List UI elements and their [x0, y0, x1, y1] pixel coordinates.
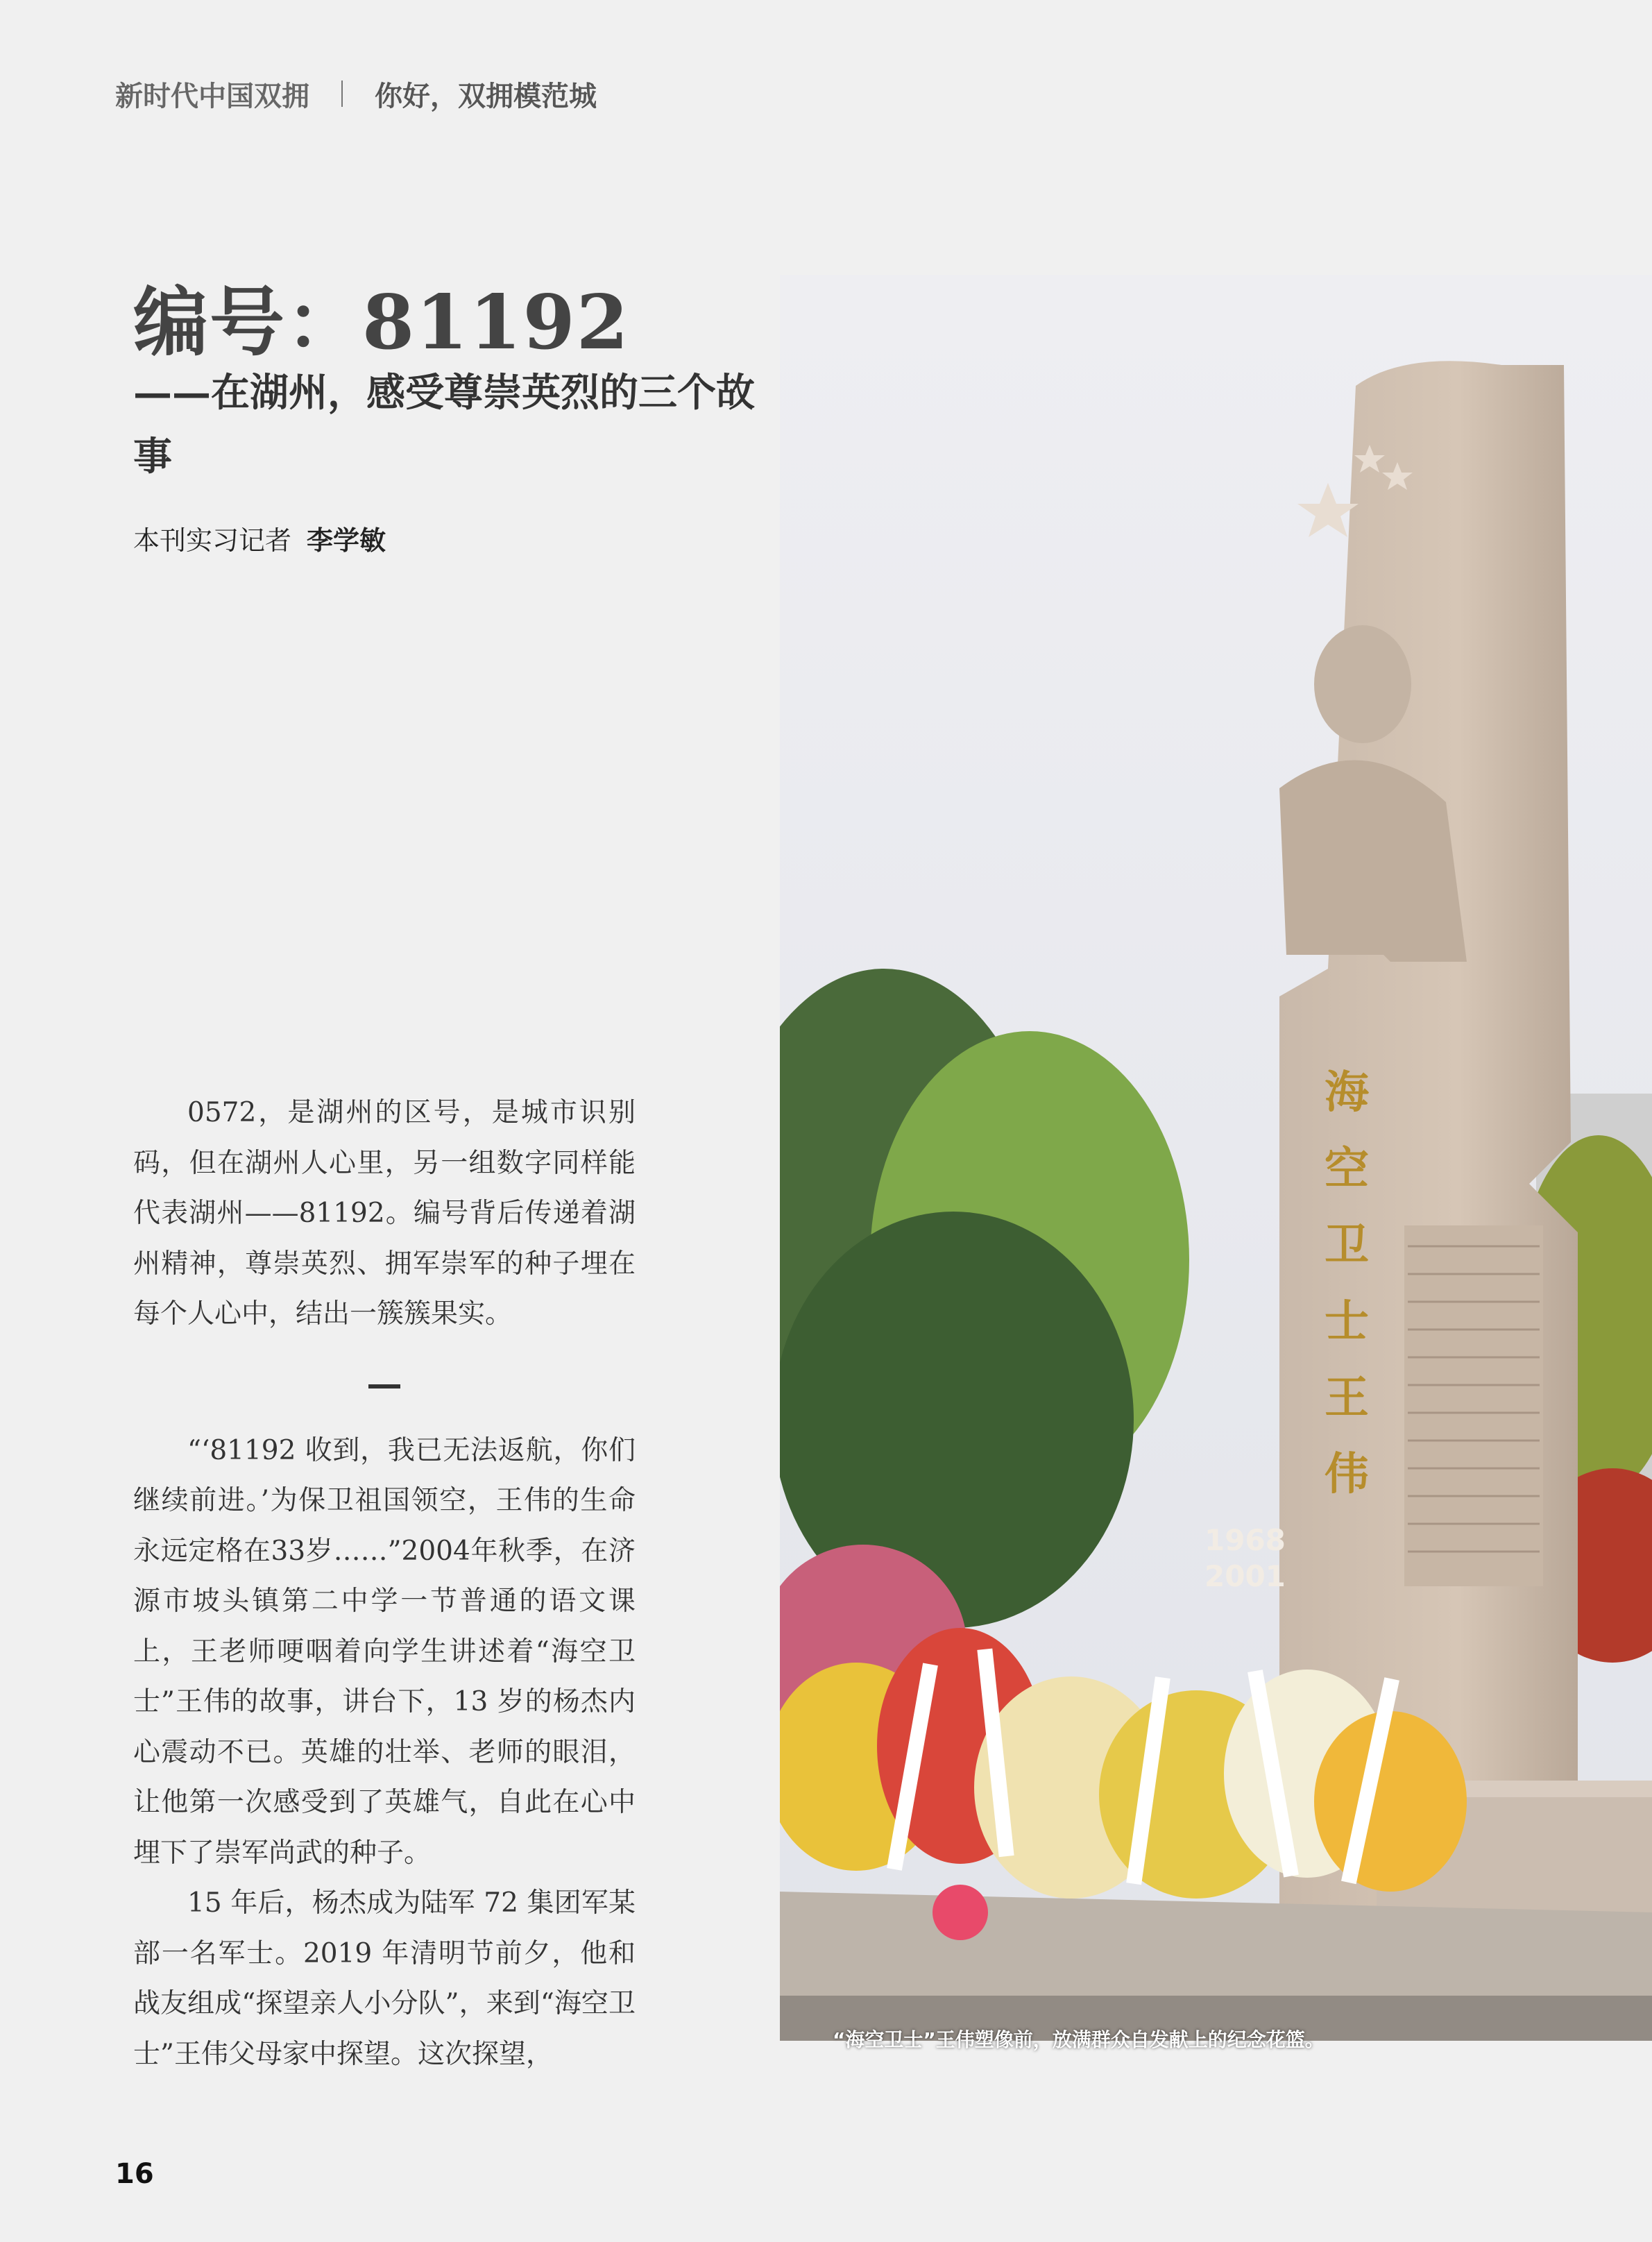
- svg-text:空: 空: [1325, 1143, 1369, 1195]
- svg-text:士: 士: [1325, 1296, 1369, 1348]
- svg-text:卫: 卫: [1325, 1219, 1369, 1271]
- header-section: 新时代中国双拥: [115, 80, 309, 112]
- svg-text:伟: 伟: [1325, 1448, 1369, 1500]
- svg-text:1968: 1968: [1204, 1523, 1286, 1557]
- section-number: [368, 1384, 400, 1388]
- article-subtitle: ——在湖州，感受尊崇英烈的三个故事: [133, 370, 755, 479]
- byline-label: 本刊实习记者: [133, 525, 292, 556]
- article-title: 编号：81192: [133, 279, 630, 366]
- body-paragraph: 15 年后，杨杰成为陆军 72 集团军某部一名军士。2019 年清明节前夕，他和战友组成“探望亲人小分队”，来到“海空卫士”王伟父母家中探望。这次探望，: [133, 1887, 636, 2070]
- svg-text:王: 王: [1325, 1372, 1369, 1424]
- byline-name: 李学敏: [307, 525, 386, 556]
- svg-text:2001: 2001: [1204, 1559, 1286, 1593]
- article-body: [133, 1088, 636, 2080]
- page-number: 16: [115, 2158, 154, 2190]
- body-paragraph: “‘81192 收到，我已无法返航，你们继续前进。’为保卫祖国领空，王伟的生命永远定格在33岁……”2004年秋季，在济源市坡头镇第二中学一节普通的语文课上，王老师哽咽着向学生讲述着“海空卫士”王伟的故事，讲台下，13 岁的杨杰内心震动不已。英雄的壮举、老师的眼泪，让他第一次感受到了英雄气，自此在心中埋下了崇军尚武的种子。: [133, 1434, 636, 1869]
- svg-text:海: 海: [1325, 1067, 1369, 1119]
- intro-paragraph: 0572，是湖州的区号，是城市识别码，但在湖州人心里，另一组数字同样能代表湖州——81192。编号背后传递着湖州精神，尊崇英烈、拥军崇军的种子埋在每个人心中，结出一簇簇果实。: [133, 1097, 636, 1330]
- header-subsection: 你好，双拥模范城: [375, 80, 597, 112]
- photo-caption: “海空卫士”王伟塑像前，放满群众自发献上的纪念花篮。: [833, 2028, 1325, 2051]
- header-divider: [341, 80, 343, 107]
- byline: [133, 519, 386, 557]
- running-header: [115, 69, 597, 118]
- monument-photo: [780, 275, 1652, 2041]
